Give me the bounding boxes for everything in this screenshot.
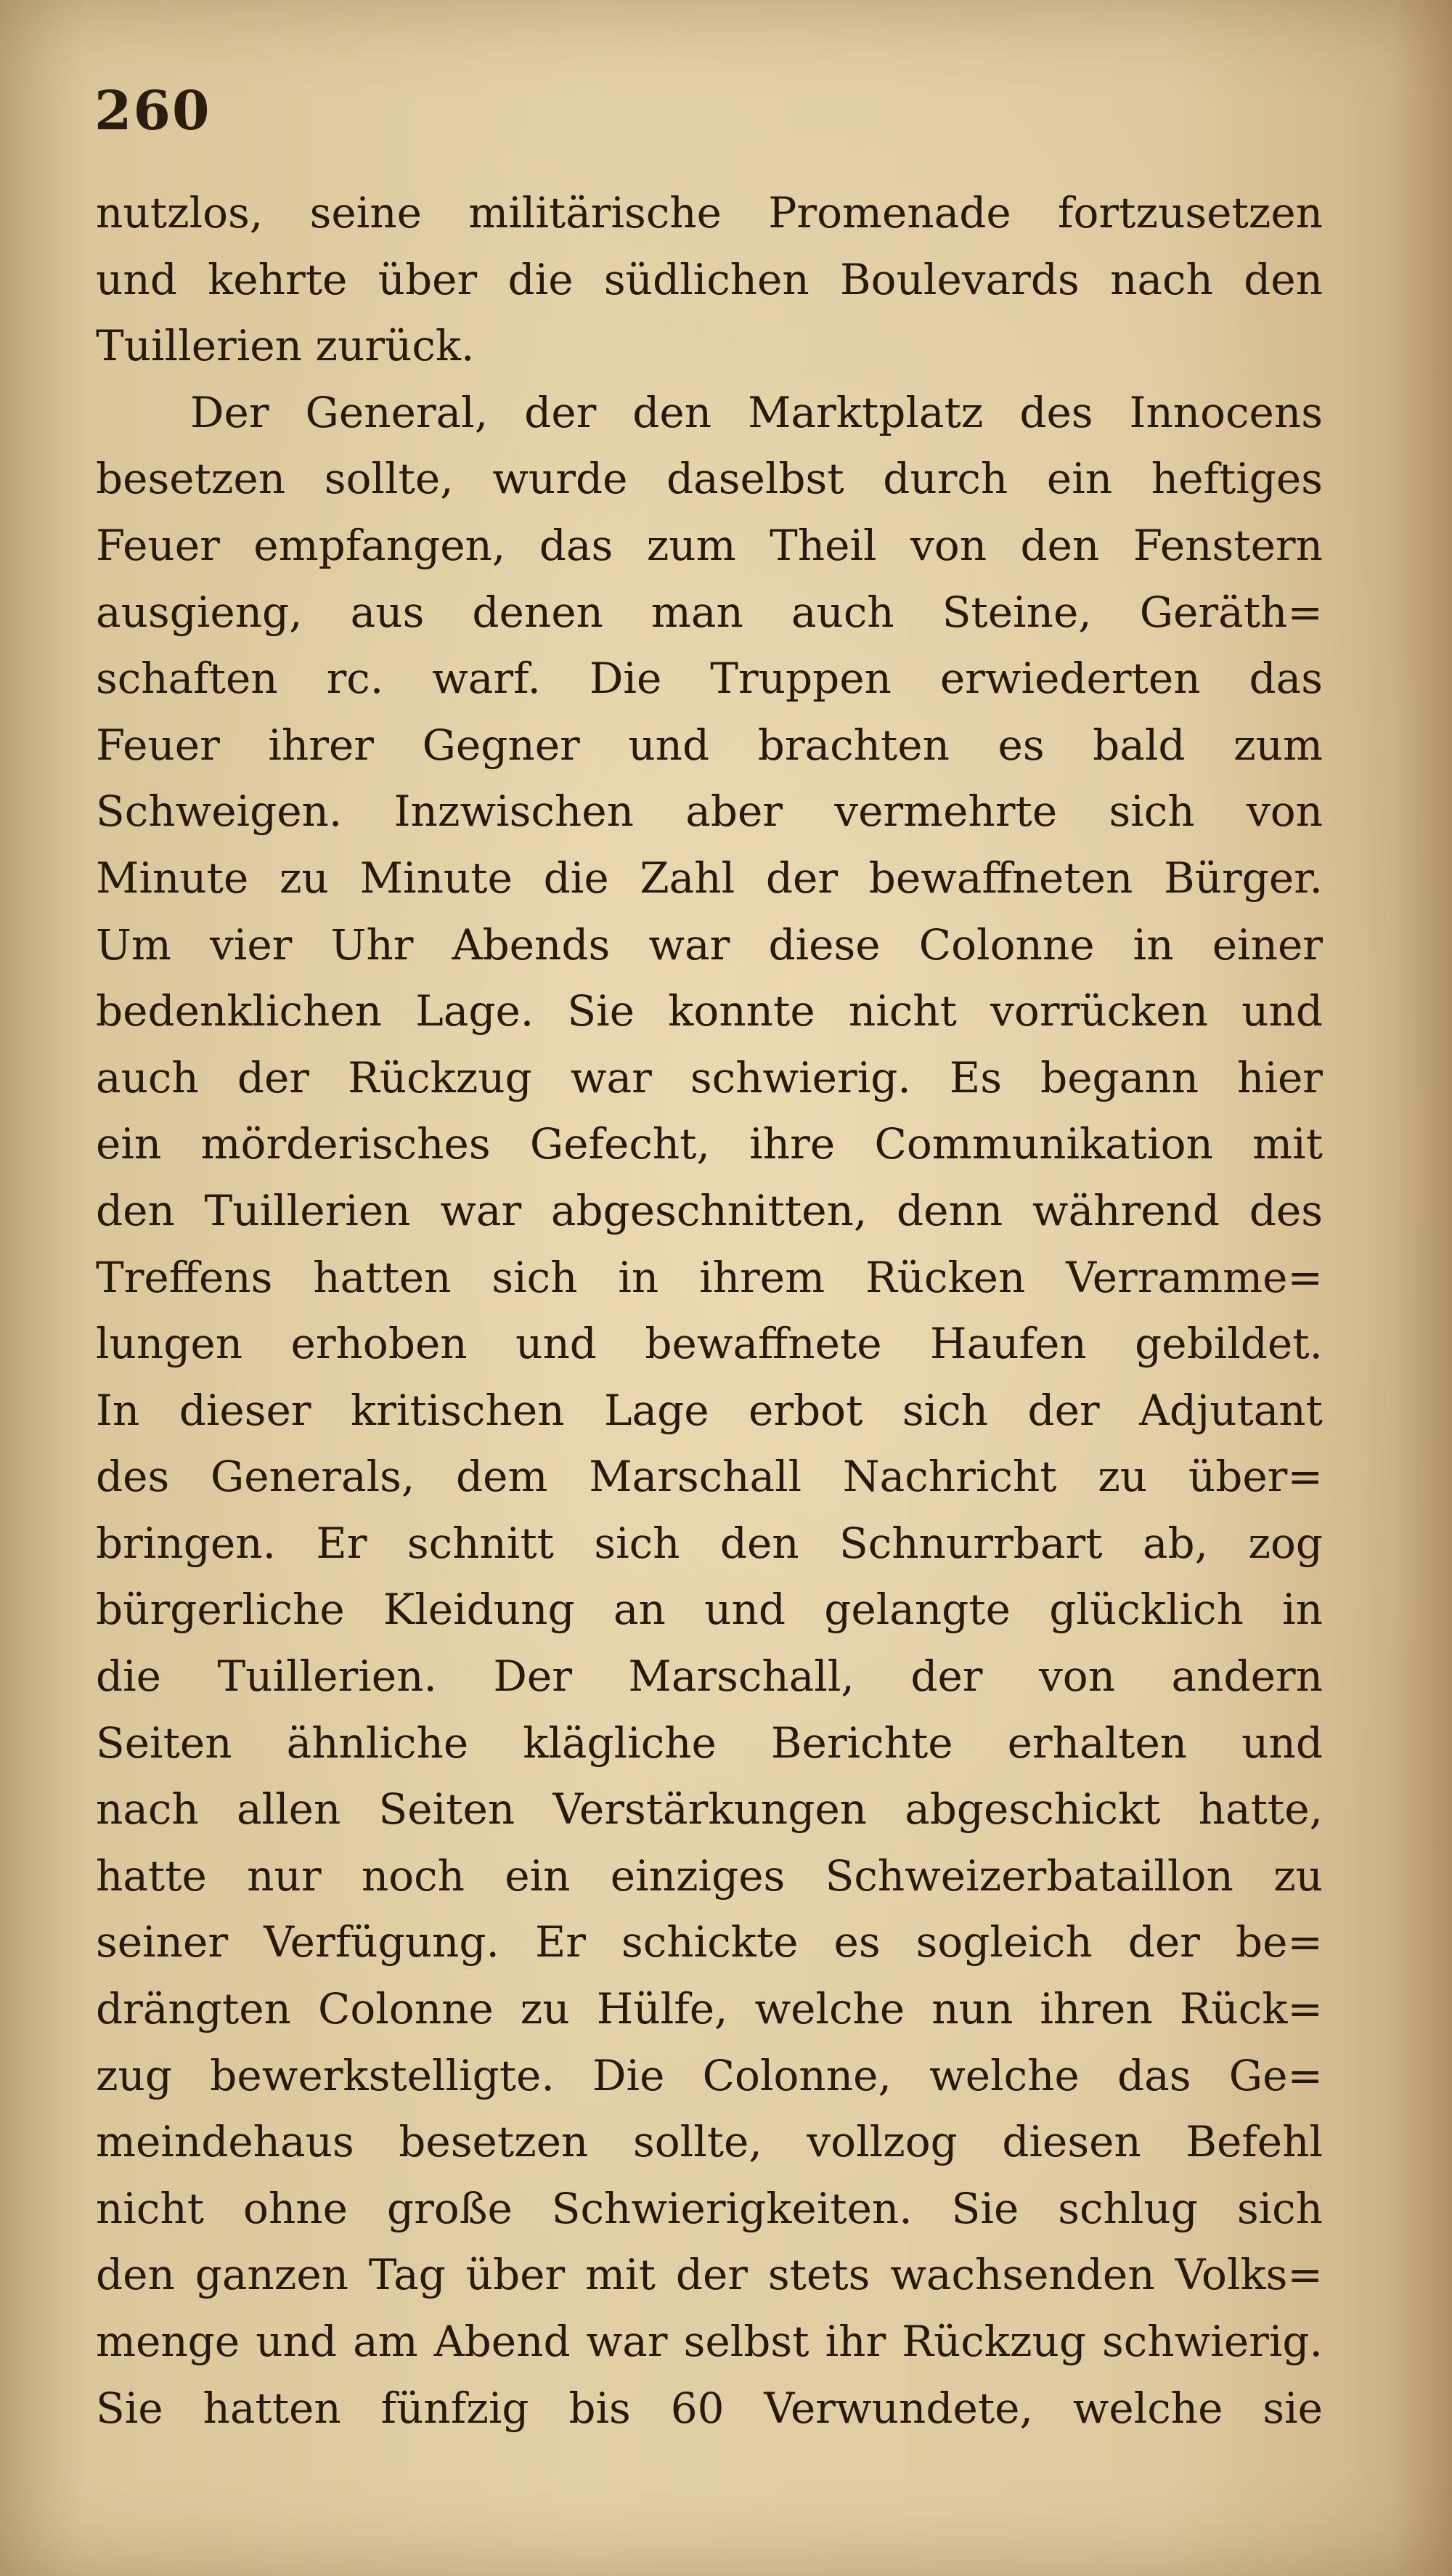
text-line: In dieser kritischen Lage erbot sich der Adjutant xyxy=(96,1385,1323,1435)
text-line: Sie hatten fünfzig bis 60 Verwundete, welche sie xyxy=(96,2383,1323,2433)
text-line: Minute zu Minute die Zahl der bewaffneten Bürger. xyxy=(96,853,1323,903)
text-line: seiner Verfügung. Er schickte es sogleich der be= xyxy=(96,1917,1323,1967)
text-line: zug bewerkstelligte. Die Colonne, welche das Ge= xyxy=(96,2050,1323,2100)
text-line: nutzlos, seine militärische Promenade fortzusetzen xyxy=(96,188,1323,237)
text-line: ein mörderisches Gefecht, ihre Communikation mit xyxy=(96,1119,1323,1169)
text-line: auch der Rückzug war schwierig. Es begann hier xyxy=(96,1052,1323,1102)
text-line: den ganzen Tag über mit der stets wachsenden Volks= xyxy=(96,2250,1323,2300)
text-line: die Tuillerien. Der Marschall, der von andern xyxy=(96,1651,1323,1702)
text-line: bringen. Er schnitt sich den Schnurrbart ab, zog xyxy=(96,1518,1323,1568)
text-line: Um vier Uhr Abends war diese Colonne in einer xyxy=(96,919,1323,970)
text-line: Schweigen. Inzwischen aber vermehrte sich von xyxy=(96,787,1323,837)
text-line: menge und am Abend war selbst ihr Rückzug schwierig. xyxy=(96,2317,1323,2366)
text-line: Der General, der den Marktplatz des Innocens xyxy=(190,387,1323,437)
text-line: den Tuillerien war abgeschnitten, denn während des xyxy=(96,1185,1323,1235)
text-line: bedenklichen Lage. Sie konnte nicht vorrücken und xyxy=(96,986,1323,1036)
text-line: Tuillerien zurück. xyxy=(96,321,475,371)
text-line: ausgieng, aus denen man auch Steine, Geräth= xyxy=(96,587,1323,637)
text-line: drängten Colonne zu Hülfe, welche nun ihren Rück= xyxy=(96,1984,1323,2034)
text-line: Seiten ähnliche klägliche Berichte erhalten und xyxy=(96,1718,1323,1768)
text-line: nach allen Seiten Verstärkungen abgeschickt hatte, xyxy=(96,1784,1323,1835)
text-line: lungen erhoben und bewaffnete Haufen gebildet. xyxy=(96,1319,1323,1369)
text-line: Treffens hatten sich in ihrem Rücken Verramme= xyxy=(96,1252,1323,1302)
text-line: des Generals, dem Marschall Nachricht zu über= xyxy=(96,1452,1323,1502)
text-line: Feuer empfangen, das zum Theil von den Fenstern xyxy=(96,520,1323,570)
text-line: schaften rc. warf. Die Truppen erwiederten das xyxy=(96,654,1323,704)
text-line: meindehaus besetzen sollte, vollzog diesen Befehl xyxy=(96,2117,1323,2167)
page-number: 260 xyxy=(94,80,211,142)
text-line: hatte nur noch ein einziges Schweizerbataillon zu xyxy=(96,1850,1323,1901)
text-line: Feuer ihrer Gegner und brachten es bald zum xyxy=(96,720,1323,770)
text-line: und kehrte über die südlichen Boulevards nach den xyxy=(96,254,1323,304)
body-text xyxy=(96,180,1323,2442)
text-line: besetzen sollte, wurde daselbst durch ein heftiges xyxy=(96,454,1323,504)
text-line: nicht ohne große Schwierigkeiten. Sie schlug sich xyxy=(96,2183,1323,2233)
text-line: bürgerliche Kleidung an und gelangte glücklich in xyxy=(96,1585,1323,1635)
